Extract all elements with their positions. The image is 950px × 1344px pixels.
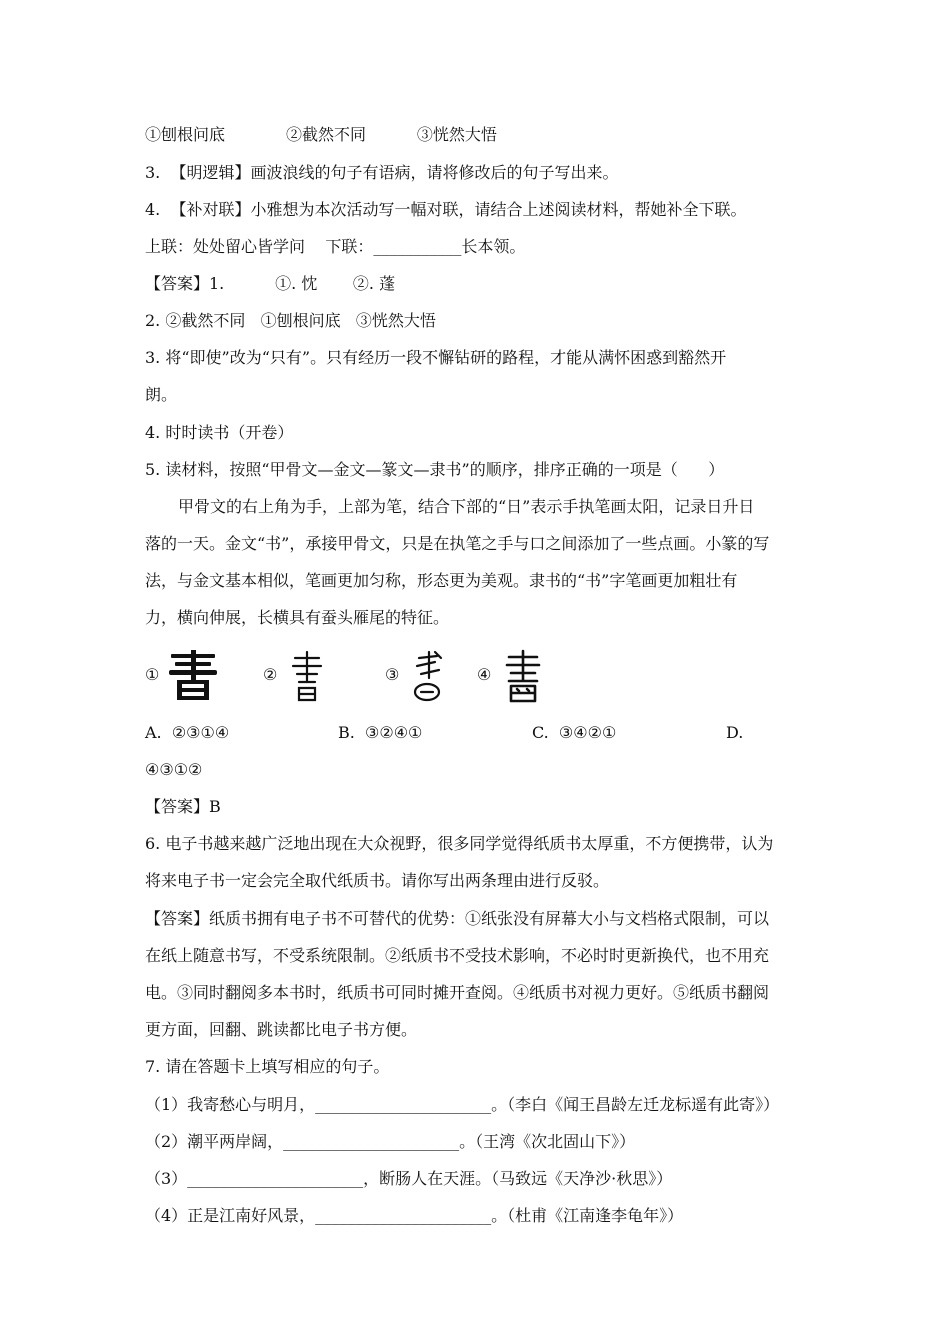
glyph-label-4: ④ <box>477 665 492 684</box>
text-line-l26: （3）______________________，断肠人在天涯。（马致远《天净沙·秋思》） <box>145 1169 673 1188</box>
glyph-label-1: ① <box>145 665 160 684</box>
text-line-l02: 3. 【明逻辑】画波浪线的句子有语病，请将修改后的句子写出来。 <box>145 163 619 182</box>
text-line-l25: （2）潮平两岸阔，______________________。（王湾《次北固山下》） <box>145 1132 636 1151</box>
text-line-l03: 4. 【补对联】小雅想为本次活动写一幅对联，请结合上述阅读材料，帮她补全下联。 <box>145 200 747 219</box>
text-line-l04: 上联：处处留心皆学问 下联：___________长本领。 <box>145 237 526 256</box>
clerical-script-glyph <box>167 648 219 704</box>
text-line-l06: 2. ②截然不同 ①刨根问底 ③恍然大悟 <box>145 311 436 330</box>
text-line-l14: 力，横向伸展，长横具有蚕头雁尾的特征。 <box>145 608 450 627</box>
text-line-l21: 电。③同时翻阅多本书时，纸质书可同时摊开查阅。④纸质书对视力更好。⑤纸质书翻阅 <box>145 983 770 1002</box>
text-line-l13: 法，与金文基本相似，笔画更加匀称，形态更为美观。隶书的“书”字笔画更加粗壮有 <box>145 571 738 590</box>
text-line-l01: ①刨根问底 ②截然不同 ③恍然大悟 <box>145 125 497 144</box>
text-line-l27: （4）正是江南好风景，______________________。（杜甫《江南逢李龟年》） <box>145 1206 684 1225</box>
opt-a: A. ②③①④ <box>145 723 230 742</box>
glyph-label-3: ③ <box>385 665 400 684</box>
text-line-l15: ④③①② <box>145 760 203 779</box>
text-line-l23: 7. 请在答题卡上填写相应的句子。 <box>145 1057 390 1076</box>
text-line-l09: 4. 时时读书（开卷） <box>145 423 294 442</box>
character-glyph-row <box>145 648 565 704</box>
text-line-l19: 【答案】纸质书拥有电子书不可替代的优势：①纸张没有屏幕大小与文档格式限制，可以 <box>145 909 770 928</box>
glyph-label-2: ② <box>263 665 278 684</box>
text-line-l08: 朗。 <box>145 385 178 404</box>
text-line-l16: 【答案】B <box>145 797 221 816</box>
text-line-l07: 3. 将“即使”改为“只有”。只有经历一段不懈钻研的路程，才能从满怀困惑到豁然开 <box>145 348 727 367</box>
text-line-l22: 更方面，回翻、跳读都比电子书方便。 <box>145 1020 418 1039</box>
oracle-bone-glyph <box>407 648 447 704</box>
text-line-l24: （1）我寄愁心与明月，______________________。（李白《闻王昌龄左迁龙标遥有此寄》） <box>145 1095 780 1114</box>
text-line-l12: 落的一天。金文“书”，承接甲骨文，只是在执笔之手与口之间添加了一些点画。小篆的写 <box>145 534 770 553</box>
text-line-l11: 甲骨文的右上角为手，上部为笔，结合下部的“日”表示手执笔画太阳，记录日升日 <box>178 497 755 516</box>
text-line-l18: 将来电子书一定会完全取代纸质书。请你写出两条理由进行反驳。 <box>145 871 610 890</box>
bronze-script-glyph <box>501 648 545 704</box>
text-line-l10: 5. 读材料，按照“甲骨文—金文—篆文—隶书”的顺序，排序正确的一项是（ ） <box>145 460 725 479</box>
text-line-l17: 6. 电子书越来越广泛地出现在大众视野，很多同学觉得纸质书太厚重，不方便携带，认为 <box>145 834 774 853</box>
small-seal-glyph <box>287 648 327 704</box>
text-line-l20: 在纸上随意书写，不受系统限制。②纸质书不受技术影响，不必时时更新换代，也不用充 <box>145 946 770 965</box>
text-line-l05: 【答案】1. ①. 忱 ②. 蓬 <box>145 274 396 293</box>
opt-c: C. ③④②① <box>532 723 617 742</box>
opt-d: D. <box>726 723 744 742</box>
opt-b: B. ③②④① <box>338 723 423 742</box>
